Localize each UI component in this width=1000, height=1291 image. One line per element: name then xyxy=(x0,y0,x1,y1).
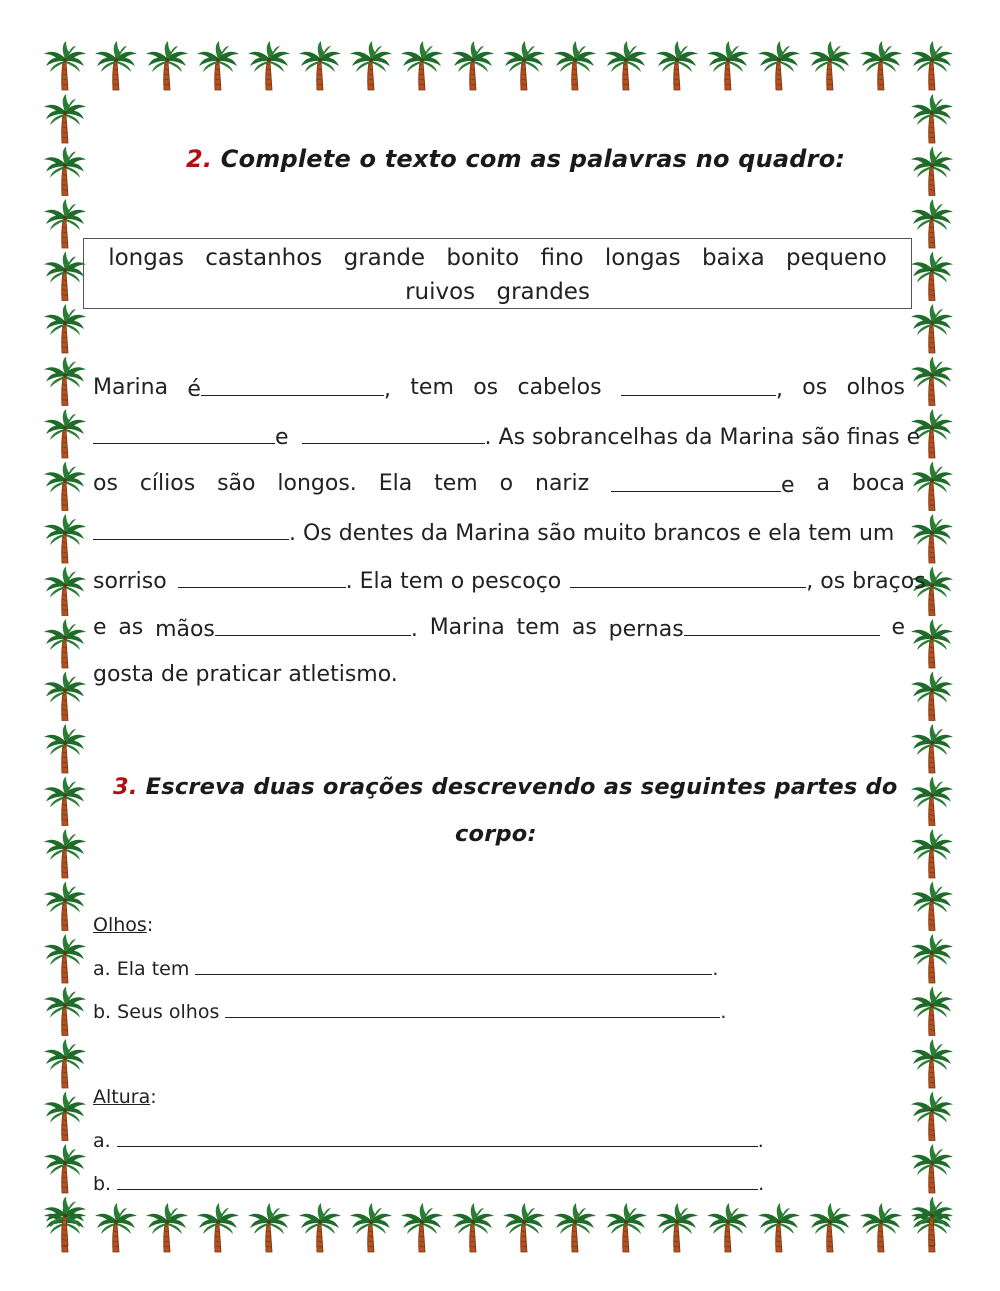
olhos-item-b xyxy=(93,997,726,1026)
text-word: sorriso xyxy=(93,569,167,594)
word-bank-line-1 xyxy=(84,241,911,275)
palm-tree-icon xyxy=(911,987,953,1036)
text-line-1 xyxy=(93,371,905,405)
palm-tree-icon xyxy=(350,41,392,90)
palm-tree-icon xyxy=(146,41,188,90)
palm-tree-icon xyxy=(911,934,953,983)
palm-tree-icon xyxy=(44,1039,86,1088)
blank-field[interactable] xyxy=(570,563,806,588)
text-word: longos. xyxy=(277,471,357,496)
palm-tree-icon xyxy=(758,1203,800,1252)
exercise-3-title-text: corpo: xyxy=(455,821,537,847)
palm-tree-icon xyxy=(860,41,902,90)
altura-label-text: Altura xyxy=(93,1086,151,1108)
word-bank-word: ruivos xyxy=(405,279,476,305)
palm-tree-icon xyxy=(911,357,953,406)
word-bank-word: fino xyxy=(540,245,584,271)
palm-tree-icon xyxy=(911,829,953,878)
palm-tree-icon xyxy=(95,41,137,90)
text-word: tem xyxy=(434,471,478,496)
palm-tree-icon xyxy=(401,41,443,90)
palm-tree-icon xyxy=(248,1203,290,1252)
word-bank-line-2 xyxy=(84,275,911,309)
exercise-2-title-text: Complete o texto com as palavras no quadro: xyxy=(220,145,846,173)
palm-tree-icon xyxy=(146,1203,188,1252)
palm-tree-icon xyxy=(299,1203,341,1252)
palm-tree-icon xyxy=(656,1203,698,1252)
exercise-3-title-line-2 xyxy=(455,821,537,847)
olhos-label-text: Olhos xyxy=(93,914,147,936)
palm-tree-icon xyxy=(758,41,800,90)
altura-label xyxy=(93,1083,157,1111)
palm-tree-icon xyxy=(44,514,86,563)
blank-field[interactable] xyxy=(611,467,781,492)
blank-field[interactable] xyxy=(621,371,776,396)
palm-tree-icon xyxy=(44,304,86,353)
palm-tree-icon xyxy=(911,882,953,931)
text-segment: . As sobrancelhas da Marina são finas e xyxy=(484,425,921,450)
text-word: o xyxy=(499,471,514,496)
palm-tree-icon xyxy=(44,357,86,406)
palm-tree-icon xyxy=(911,514,953,563)
word-bank-word: pequeno xyxy=(786,245,887,271)
altura-b-label: b. xyxy=(93,1173,112,1195)
palm-tree-icon xyxy=(44,94,86,143)
palm-tree-icon xyxy=(44,1144,86,1193)
exercise-3-number: 3. xyxy=(113,774,138,800)
altura-item-a xyxy=(93,1126,764,1155)
word-bank-word: grande xyxy=(343,245,426,271)
palm-tree-icon xyxy=(299,41,341,90)
palm-tree-icon xyxy=(248,41,290,90)
period: . xyxy=(757,1130,764,1152)
palm-tree-icon xyxy=(44,829,86,878)
blank-field[interactable] xyxy=(93,419,275,444)
palm-tree-icon xyxy=(44,567,86,616)
text-word: os xyxy=(93,471,118,496)
palm-tree-icon xyxy=(44,777,86,826)
text-word: e xyxy=(891,615,905,640)
exercise-2-title xyxy=(186,145,845,173)
palm-tree-icon xyxy=(44,882,86,931)
text-word: boca xyxy=(851,471,905,496)
text-word: Marina xyxy=(93,375,169,400)
palm-tree-icon xyxy=(44,1092,86,1141)
word-bank-word: longas xyxy=(604,245,681,271)
text-segment: e xyxy=(611,467,795,501)
palm-tree-icon xyxy=(911,94,953,143)
blank-field[interactable] xyxy=(201,371,384,396)
text-segment: . Ela tem o pescoço xyxy=(345,569,562,594)
text-word: olhos xyxy=(846,375,905,400)
palm-tree-icon xyxy=(656,41,698,90)
palm-tree-icon xyxy=(452,41,494,90)
palm-tree-icon xyxy=(860,1203,902,1252)
answer-line[interactable] xyxy=(117,1169,758,1190)
text-segment: mãos . xyxy=(155,611,418,645)
palm-tree-icon xyxy=(911,619,953,668)
answer-line[interactable] xyxy=(117,1126,758,1147)
palm-tree-icon xyxy=(707,1203,749,1252)
palm-tree-icon xyxy=(44,619,86,668)
palm-tree-icon xyxy=(911,672,953,721)
palm-tree-icon xyxy=(401,1203,443,1252)
palm-tree-icon xyxy=(554,1203,596,1252)
text-word: tem xyxy=(410,375,454,400)
text-line-2 xyxy=(93,419,921,453)
palm-tree-icon xyxy=(197,1203,239,1252)
period: . xyxy=(758,1173,765,1195)
text-word: as xyxy=(571,615,597,640)
colon: : xyxy=(146,914,154,936)
palm-tree-icon xyxy=(911,1197,953,1246)
text-word: tem xyxy=(516,615,561,640)
palm-tree-icon xyxy=(44,199,86,248)
period: . xyxy=(720,1001,727,1023)
blank-field[interactable] xyxy=(302,419,485,444)
text-segment: , xyxy=(621,371,783,405)
palm-tree-icon xyxy=(911,1039,953,1088)
text-segment: é , xyxy=(187,371,391,405)
answer-line[interactable] xyxy=(195,954,712,975)
blank-field[interactable] xyxy=(178,563,346,588)
palm-tree-icon xyxy=(911,147,953,196)
text-segment: pernas xyxy=(609,611,880,645)
text-segment: , os braços xyxy=(806,569,926,594)
palm-tree-icon xyxy=(605,41,647,90)
colon: : xyxy=(150,1086,157,1108)
exercise-3-title xyxy=(113,774,898,800)
word-bank-word: bonito xyxy=(446,245,520,271)
palm-tree-icon xyxy=(809,1203,851,1252)
exercise-3-title-line-1: Escreva duas orações descrevendo as seguintes partes do xyxy=(145,774,898,800)
text-segment: . Os dentes da Marina são muito brancos e ela tem um xyxy=(289,521,895,546)
text-line-3 xyxy=(93,467,905,501)
palm-tree-icon xyxy=(44,252,86,301)
palm-tree-icon xyxy=(911,462,953,511)
olhos-item-a xyxy=(93,954,718,983)
text-word: a xyxy=(816,471,830,496)
text-word: as xyxy=(118,615,144,640)
word-bank-word: longas xyxy=(108,245,184,271)
palm-tree-icon xyxy=(452,1203,494,1252)
palm-tree-icon xyxy=(911,1092,953,1141)
text-word: cílios xyxy=(139,471,196,496)
palm-tree-icon xyxy=(554,41,596,90)
olhos-b-label: b. Seus olhos xyxy=(93,1001,220,1023)
palm-tree-icon xyxy=(44,987,86,1036)
palm-tree-icon xyxy=(911,252,953,301)
text-line-6 xyxy=(93,611,905,645)
text-line-7 xyxy=(93,658,905,692)
palm-tree-icon xyxy=(44,934,86,983)
palm-tree-icon xyxy=(44,147,86,196)
palm-tree-icon xyxy=(44,724,86,773)
palm-tree-icon xyxy=(95,1203,137,1252)
blank-field[interactable] xyxy=(93,515,289,540)
text-word: os xyxy=(802,375,828,400)
exercise-2-number: 2. xyxy=(186,145,213,173)
word-bank-word: grandes xyxy=(496,279,590,305)
palm-tree-icon xyxy=(350,1203,392,1252)
palm-tree-icon xyxy=(911,304,953,353)
period: . xyxy=(712,958,719,980)
word-bank-word: baixa xyxy=(701,245,765,271)
palm-tree-icon xyxy=(911,41,953,90)
palm-tree-icon xyxy=(911,724,953,773)
text-word: Ela xyxy=(378,471,413,496)
palm-tree-icon xyxy=(605,1203,647,1252)
word-bank-word: castanhos xyxy=(205,245,323,271)
palm-tree-icon xyxy=(44,409,86,458)
palm-tree-icon xyxy=(44,462,86,511)
palm-tree-icon xyxy=(503,1203,545,1252)
palm-tree-icon xyxy=(911,199,953,248)
text-word: cabelos xyxy=(517,375,602,400)
olhos-label xyxy=(93,911,153,939)
blank-field[interactable] xyxy=(684,611,880,636)
palm-tree-icon xyxy=(911,1144,953,1193)
text-line-5 xyxy=(93,563,926,597)
blank-field[interactable] xyxy=(215,611,411,636)
altura-item-b xyxy=(93,1169,764,1198)
text-word: nariz xyxy=(535,471,590,496)
text-word: os xyxy=(473,375,499,400)
text-word: são xyxy=(217,471,256,496)
palm-tree-icon xyxy=(197,41,239,90)
text-word: e xyxy=(275,425,289,450)
palm-tree-icon xyxy=(809,41,851,90)
text-line-4 xyxy=(93,515,905,549)
olhos-a-label: a. Ela tem xyxy=(93,958,190,980)
palm-tree-icon xyxy=(707,41,749,90)
palm-tree-icon xyxy=(503,41,545,90)
palm-tree-icon xyxy=(44,41,86,90)
text-word: Marina xyxy=(429,615,505,640)
palm-tree-icon xyxy=(911,777,953,826)
answer-line[interactable] xyxy=(225,997,720,1018)
text-segment: gosta de praticar atletismo. xyxy=(93,662,398,687)
palm-tree-icon xyxy=(44,1197,86,1246)
text-word: e xyxy=(93,615,107,640)
word-bank-box xyxy=(83,238,912,309)
palm-tree-icon xyxy=(44,672,86,721)
altura-a-label: a. xyxy=(93,1130,111,1152)
